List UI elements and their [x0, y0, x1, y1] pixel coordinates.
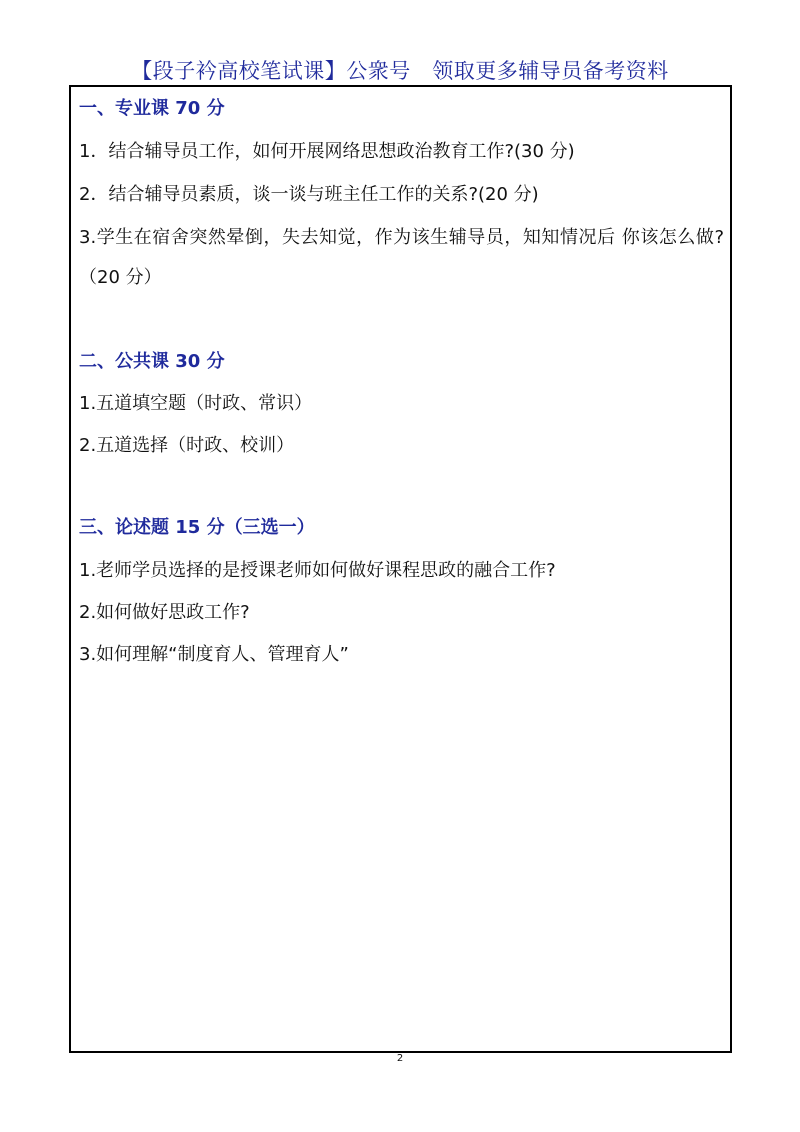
section-heading-public: 二、公共课 30 分 [79, 351, 225, 372]
question-item: 1.老师学员选择的是授课老师如何做好课程思政的融合工作? [79, 560, 556, 581]
question-item: 2.五道选择（时政、校训） [79, 435, 295, 456]
section-heading-essay: 三、论述题 15 分（三选一） [79, 517, 315, 538]
question-item: 1.五道填空题（时政、常识） [79, 393, 313, 414]
page-number: 2 [396, 1053, 404, 1064]
question-item: 1．结合辅导员工作，如何开展网络思想政治教育工作?(30 分) [79, 141, 575, 162]
question-item: 2．结合辅导员素质，谈一谈与班主任工作的关系?(20 分) [79, 184, 539, 205]
section-heading-major: 一、专业课 70 分 [79, 98, 225, 119]
content-box [69, 85, 732, 1053]
question-item: 3.学生在宿舍突然晕倒，失去知觉，作为该生辅导员，知知情况后 你该怎么做?（20 分） [79, 227, 724, 288]
page-header: 【段子衿高校笔试课】公衆号 领取更多辅导员备考资料 [131, 59, 669, 83]
question-item: 2.如何做好思政工作? [79, 602, 250, 623]
question-item: 3.如何理解“制度育人、管理育人” [79, 644, 349, 665]
